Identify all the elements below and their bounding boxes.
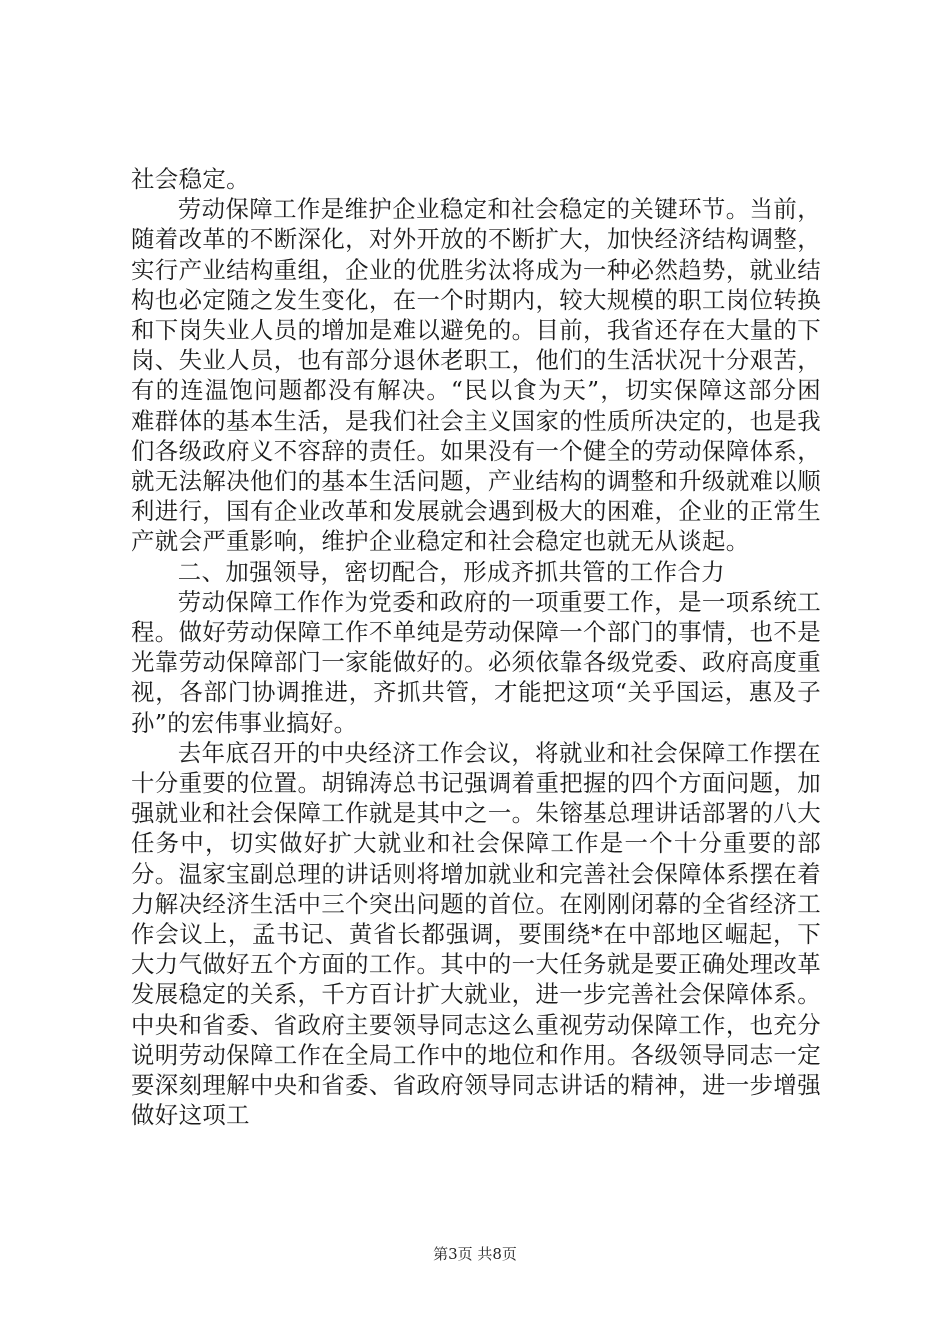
paragraph-continuation: 社会稳定。 (131, 165, 250, 193)
paragraph-systematic-project: 劳动保障工作作为党委和政府的一项重要工作，是一项系统工程。做好劳动保障工作不单纯是劳动保障一个部门的事情，也不是光靠劳动保障部门一家能做好的。必须依靠各级党委、政府高度重视，各部门协调推进，齐抓共管，才能把这项“关乎国运，惠及子孙”的宏伟事业搞好。 (131, 587, 821, 737)
paragraph-labor-security-importance: 劳动保障工作是维护企业稳定和社会稳定的关键环节。当前，随着改革的不断深化，对外开放的不断扩大，加快经济结构调整，实行产业结构重组，企业的优胜劣汰将成为一种必然趋势，就业结构也必定随之发生变化，在一个时期内，较大规模的职工岗位转换和下岗失业人员的增加是难以避免的。目前，我省还存在大量的下岗、失业人员，也有部分退休老职工，他们的生活状况十分艰苦，有的连温饱问题都没有解决。“民以食为天”，切实保障这部分困难群体的基本生活，是我们社会主义国家的性质所决定的，也是我们各级政府义不容辞的责任。如果没有一个健全的劳动保障体系，就无法解决他们的基本生活问题，产业结构的调整和升级就难以顺利进行，国有企业改革和发展就会遇到极大的困难，企业的正常生产就会严重影响，维护企业稳定和社会稳定也就无从谈起。 (131, 195, 821, 556)
section-heading-two: 二、加强领导，密切配合，形成齐抓共管的工作合力 (177, 557, 725, 586)
document-body (131, 164, 821, 1131)
paragraph-economic-conference: 去年底召开的中央经济工作会议，将就业和社会保障工作摆在十分重要的位置。胡锦涛总书记强调着重把握的四个方面问题，加强就业和社会保障工作就是其中之一。朱镕基总理讲话部署的八大任务中，切实做好扩大就业和社会保障工作是一个十分重要的部分。温家宝副总理的讲话则将增加就业和完善社会保障体系摆在着力解决经济生活中三个突出问题的首位。在刚刚闭幕的全省经济工作会议上，孟书记、黄省长都强调，要围绕*在中部地区崛起，下大力气做好五个方面的工作。其中的一大任务就是要正确处理改革发展稳定的关系，千方百计扩大就业，进一步完善社会保障体系。中央和省委、省政府主要领导同志这么重视劳动保障工作，也充分说明劳动保障工作在全局工作中的地位和作用。各级领导同志一定要深刻理解中央和省委、省政府领导同志讲话的精神，进一步增强做好这项工 (131, 738, 821, 1130)
page-number-footer: 第3页 共8页 (433, 1245, 517, 1263)
